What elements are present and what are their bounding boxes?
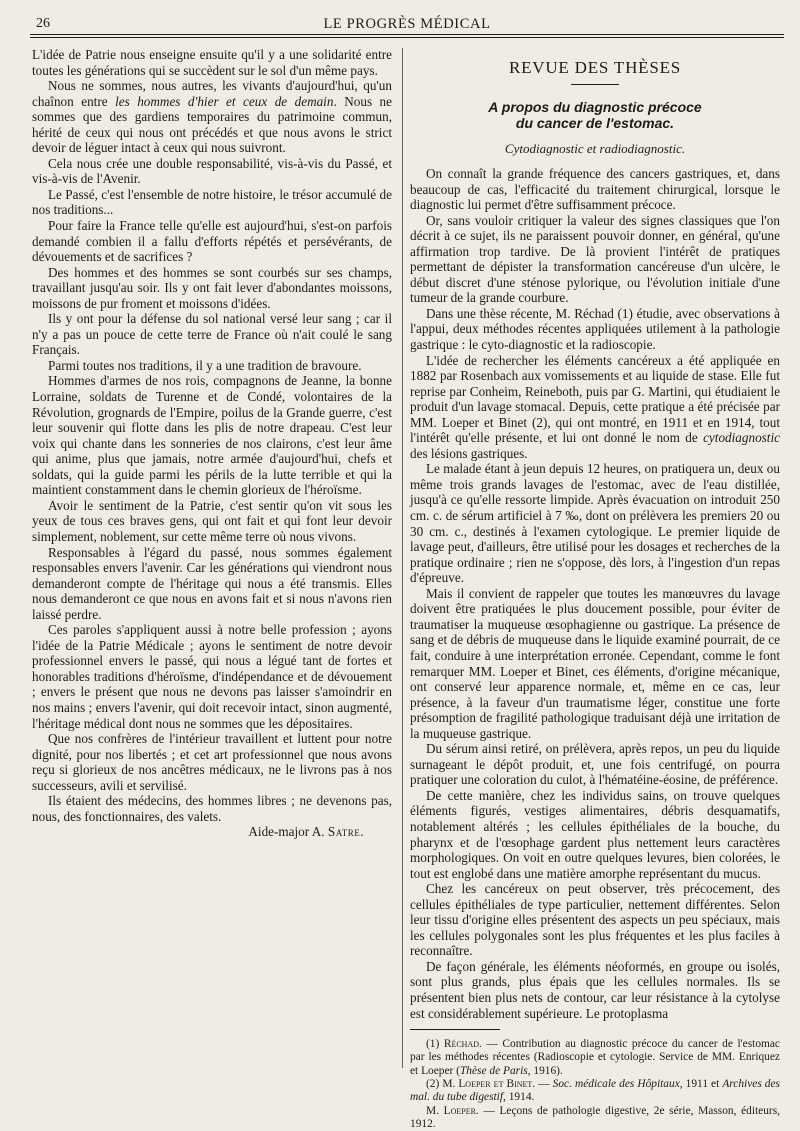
footnotes	[410, 1038, 780, 1131]
paragraph: Chez les cancéreux on peut observer, très précocement, des cellules épithéliales de type particulier, nettement différentes. Selon leur tissu d'origine elles présentent des aspects un peu spéciaux, mais les cellules polygonales sont les plus fréquentes et les plus faciles à reconnaître.	[410, 881, 780, 959]
paragraph: Le Passé, c'est l'ensemble de notre histoire, le trésor accumulé de nos traditions...	[32, 186, 392, 218]
article-title-line: A propos du diagnostic précoce	[488, 99, 702, 115]
paragraph: Le malade étant à jeun depuis 12 heures, on pratiquera un, deux ou même trois grands lavages de l'estomac, avec de l'eau distillée, jusqu'à ce qu'elle ressorte limpide. Après évacuation on introduit 250 cm. c. de sérum artificiel à 7 ‰, dont on prélèvera les premiers 20 ou 30 cm. c., destinés à l'examen cytologique. Le premier liquide de lavage peut, d'ailleurs, être utilisé pour les dosages et recherches de la pratique ordinaire ; rien ne s'oppose, dès lors, à l'ingestion d'un repas d'épreuve.	[410, 461, 780, 586]
paragraph: Que nos confrères de l'intérieur travaillent et luttent pour notre dignité, pour nos libertés ; et cet art professionnel que nous avons reçu si glorieux de nos ancêtres médicaux, ne le livrons pas à nos successeurs, avili et servilisé.	[32, 731, 392, 793]
author-signature	[32, 824, 392, 840]
footnote-italic: Archives des mal. du tube digestif	[410, 1077, 780, 1104]
footnote-text: — Leçons de pathologie digestive, 2e série, Masson, éditeurs, 1912.	[410, 1104, 780, 1130]
column-divider	[402, 48, 403, 1068]
footnote-italic: Soc. médicale des Hôpitaux	[552, 1077, 680, 1090]
italic-term: cytodiagnostic	[703, 430, 780, 446]
paragraph: Avoir le sentiment de la Patrie, c'est sentir qu'on vit sous les yeux de tous ces braves gens, qui ont fait et qui font leur devoir simplement, noblement, sur cette même terre où nous vivons.	[32, 497, 392, 544]
footnote-text: — Contribution au diagnostic précoce du cancer de l'estomac par les méthodes récentes (Radioscopie et cytologie. Service de MM. Enriquez et Loeper (	[410, 1038, 780, 1077]
footnote-marker: M.	[426, 1104, 444, 1117]
paragraph: Ils y ont pour la défense du sol national versé leur sang ; car il n'y a pas un pouce de cette terre de France où n'ait coulé le sang Français.	[32, 311, 392, 358]
paragraph-text: Nous ne sommes, nous autres, les vivants d'aujourd'hui, qu'un chaînon entre	[32, 78, 392, 109]
footnote-author: Loeper.	[443, 1104, 479, 1117]
signature-rank: Aide-major A.	[248, 824, 328, 840]
left-column	[32, 47, 392, 840]
footnote-marker: (2) M.	[426, 1077, 459, 1090]
paragraph: Dans une thèse récente, M. Réchad (1) étudie, avec observations à l'appui, deux méthodes récentes appliquées utilement à la pathologie gastrique : le cyto-diagnostic et la radioscopie.	[410, 305, 780, 353]
footnote-2	[410, 1078, 780, 1105]
paragraph: On connaît la grande fréquence des cancers gastriques, et, dans beaucoup de cas, l'efficacité du traitement chirurgical, lorsque le diagnostic lui permet d'être suffisamment précoce.	[410, 166, 780, 213]
footnote-text: , 1916).	[527, 1064, 563, 1077]
signature-name: Satre.	[327, 824, 364, 840]
paragraph: Responsables à l'égard du passé, nous sommes également responsables envers l'avenir. Car les générations qui viendront nous demanderont compte de l'héritage qui nous a été transmis. Elles nous demanderont ce que nous en avons fait et si nous n'avons rien laissé perdre.	[32, 544, 392, 622]
paragraph: Or, sans vouloir critiquer la valeur des signes classiques que l'on décrit à ce sujet, ils ne paraissent pouvoir donner, en général, qu'une affirmation trop tardive. De là provient l'intérêt de pratiques permettant de dépister la transformation cancéreuse d'un ulcère, le début discret d'une sténose pylorique, ou l'évolution initiale d'une tumeur de la grande courbure.	[410, 212, 780, 306]
page-header	[30, 10, 784, 32]
right-column	[410, 58, 780, 1131]
paragraph: Ces paroles s'appliquent aussi à notre belle profession ; ayons l'idée de la Patrie Médicale ; ayons le sentiment de notre devoir professionnel envers le passé, qui nous a légué tant de fortes et honorables traditions d'héroïsme, d'indépendance et de dévouement ; envers le présent que nous ne devons pas laisser s'amoindrir en nos mains ; envers l'avenir, qui doit recevoir intact, sinon augmenté, l'héritage médical dont nous ne sommes que les dépositaires.	[32, 622, 392, 731]
paragraph: De cette manière, chez les individus sains, on trouve quelques éléments figurés, vestiges alimentaires, débris desquamatifs, notablement altérés ; les cellules épithéliales de la bouche, du pharynx et de l'œsophage gardent plus nettement leurs caractères morphologiques. On voit en outre quelques levures, bien colorées, le tout est englobé dans une matière amorphe représentant du mucus.	[410, 787, 780, 881]
footnote-italic: Thèse de Paris	[459, 1064, 528, 1077]
footnote-marker: (1)	[426, 1038, 444, 1051]
paragraph: Hommes d'armes de nos rois, compagnons de Jeanne, la bonne Lorraine, soldats de Turenne et de Condé, volontaires de la Révolution, grognards de l'Empire, poilus de la Grande guerre, c'est leur souvenir qui flotte dans les plis de notre drapeau. C'est leur voix qui chante dans les sonneries de nos clairons, c'est leur âme qui anime, plus que jamais, notre armée d'aujourd'hui, chefs et soldats, qui la guide parmi les périls de la lutte terrible et qui la maintient constamment dans le chemin glorieux de l'héroïsme.	[32, 373, 392, 498]
paragraph: Des hommes et des hommes se sont courbés sur ses champs, travaillant jusqu'au soir. Ils y ont fait lever d'abondantes moissons, moissons de pur froment et moissons d'idées.	[32, 264, 392, 311]
paragraph-text: L'idée de rechercher les éléments cancéreux a été appliquée en 1882 par Rosenbach aux vomissements et au liquide de stase. Elle fut reprise par Conheim, Reineboth, puis par G. Martini, qui étudiaient le produit d'un lavage stomacal. Depuis, cette pratique a été précisée par MM. Loeper et Binet (2), qui ont montré, en 1911 et en 1914, tout l'intérêt qu'elle présente, et lui ont donné le nom de	[410, 352, 780, 446]
section-title: REVUE DES THÈSES	[508, 58, 682, 77]
footnote-text: , 1914.	[503, 1091, 535, 1104]
paragraph-text: des lésions gastriques.	[410, 445, 528, 461]
footnote-rule	[410, 1029, 500, 1030]
paragraph: Du sérum ainsi retiré, on prélèvera, après repos, un peu du liquide surnageant le dépôt produit, et, une fois centrifugé, on pourra pratiquer une coloration du culot, à l'hématéine-éosine, de préférence.	[410, 741, 780, 788]
title-rule	[571, 84, 619, 85]
footnote-author: Réchad.	[443, 1038, 482, 1051]
paragraph: Pour faire la France telle qu'elle est aujourd'hui, s'est-on parfois demandé combien il a fallu d'efforts répétés et persévérants, de dévouements et de sacrifices ?	[32, 218, 392, 265]
paragraph: Ils étaient des médecins, des hommes libres ; ne devenons pas, nous, des fonctionnaires, des valets.	[32, 793, 392, 824]
paragraph: Cela nous crée une double responsabilité, vis-à-vis du Passé, et vis-à-vis de l'Avenir.	[32, 155, 392, 187]
paragraph: De façon générale, les éléments néoformés, en groupe ou isolés, sont plus grands, plus épais que les cellules normales. Ils se présentent bien plus nets de contour, car leur résistance à la cytolyse est considérablement supérieure. Le protoplasma	[410, 958, 780, 1021]
footnote-author: Loeper et Binet.	[458, 1077, 536, 1090]
paragraph-text: . Nous ne sommes que des gardiens temporaires du patrimoine commun, hérité de ceux qui nous ont précédés et que nous avons le strict devoir de léguer intact à ceux qui nous suivront.	[32, 93, 393, 156]
article-title	[410, 99, 780, 131]
article-subtitle: Cytodiagnostic et radiodiagnostic.	[504, 141, 686, 156]
footnote-3	[410, 1105, 780, 1131]
footnote-text: —	[535, 1077, 553, 1090]
paragraph: L'idée de Patrie nous enseigne ensuite qu'il y a une solidarité entre toutes les générations qui se succèdent sur le sol d'un même pays.	[32, 47, 392, 78]
paragraph: Mais il convient de rappeler que toutes les manœuvres du lavage doivent être pratiquées le plus doucement possible, pour éviter de traumatiser la muqueuse œsophagienne ou gastrique. La présence de sang et de débris de muqueuse dans le liquide examiné pourrait, de ce fait, conduire à une interprétation erronée. Cependant, comme le font remarquer MM. Loeper et Binet, ces éléments, d'origine mécanique, ont conservé leur apparence normale, et, même en ce cas, leur présence, à la faveur d'un traumatisme léger, constitue une forte présomption de fragilité pathologique traduisant déjà une irritation de la muqueuse gastrique.	[410, 585, 780, 741]
paragraph: Parmi toutes nos traditions, il y a une tradition de bravoure.	[48, 357, 362, 373]
footnote-text: , 1911 et	[679, 1077, 723, 1090]
footnote-1	[410, 1038, 780, 1078]
article-title-line: du cancer de l'estomac.	[515, 115, 675, 131]
paragraph	[32, 78, 392, 156]
running-title: LE PROGRÈS MÉDICAL	[323, 16, 491, 32]
header-rule	[30, 34, 784, 38]
paragraph	[410, 353, 780, 462]
page-number: 26	[36, 16, 50, 31]
italic-phrase: les hommes d'hier et ceux de demain	[115, 93, 334, 109]
